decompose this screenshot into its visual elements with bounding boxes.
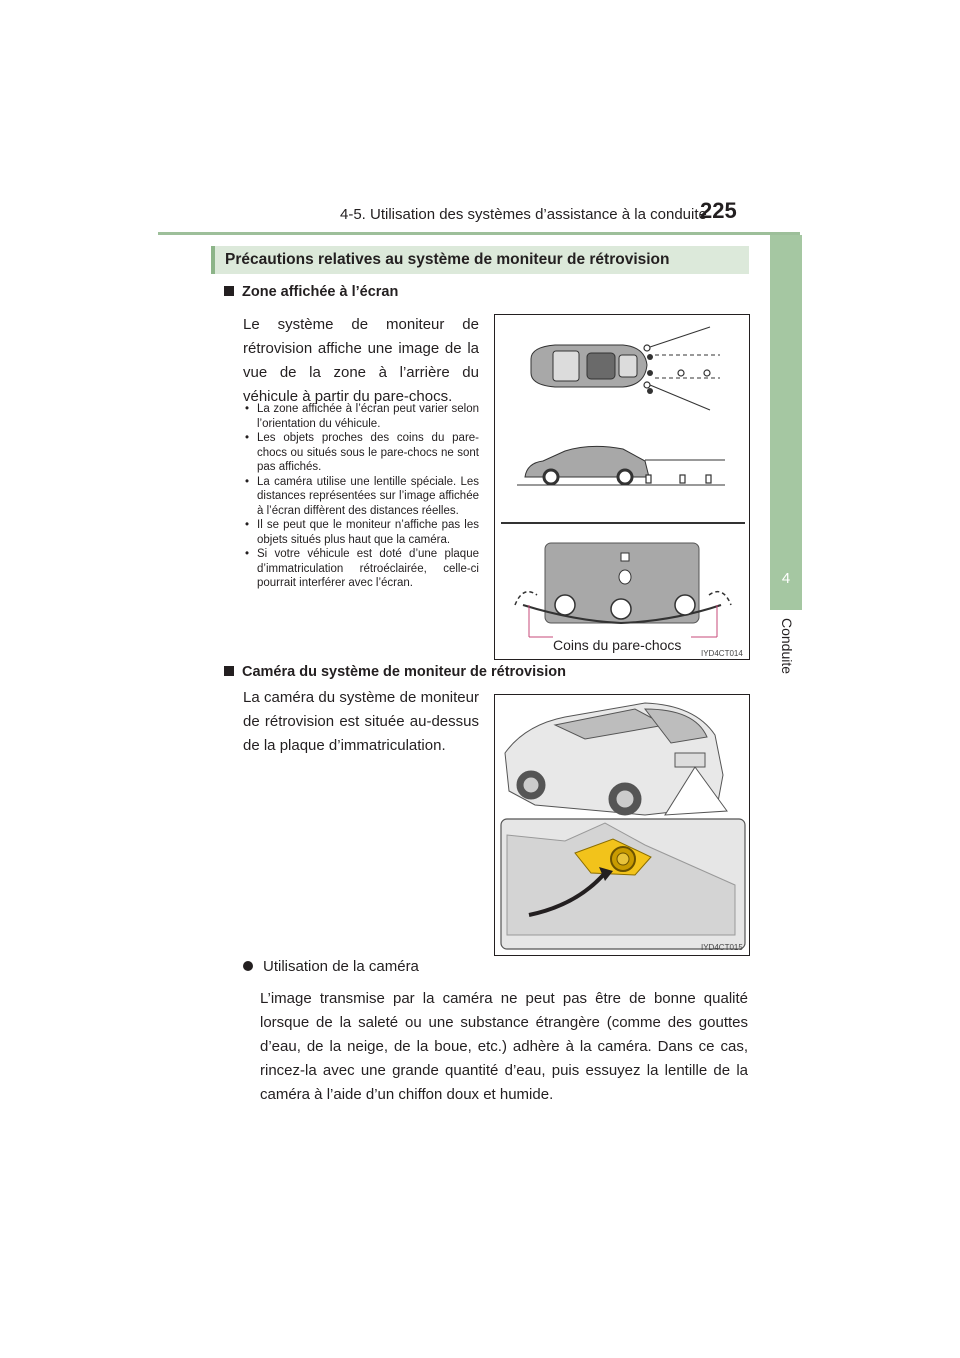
- camera-location-figure: [494, 694, 750, 956]
- camera-heading: [224, 664, 566, 680]
- square-bullet-icon: [224, 666, 234, 676]
- car-side-view: [525, 446, 649, 484]
- camera-heading-text: Caméra du système de moniteur de rétrovision: [242, 664, 566, 680]
- chapter-side-tab: [770, 235, 802, 610]
- page-number: 225: [700, 198, 737, 223]
- usage-heading-text: Utilisation de la caméra: [263, 958, 419, 975]
- bumper-corners-callout: Coins du pare-chocs: [553, 637, 682, 653]
- car-top-view: [531, 345, 647, 387]
- zone-heading: [224, 284, 398, 300]
- display-area-figure: [494, 314, 750, 660]
- section-title-bar: [211, 246, 749, 274]
- list-item: • Les objets proches des coins du pare-chocs ou situés sous le pare-chocs ne sont pas affichés.: [245, 431, 479, 475]
- list-item: • La caméra utilise une lentille spéciale. Les distances représentées sur l’image affichée à l’écran diffèrent des distances réelles.: [245, 475, 479, 519]
- square-bullet-icon: [224, 286, 234, 296]
- chapter-label-container: [777, 618, 797, 688]
- chapter-number: 4: [781, 570, 791, 587]
- section-title: Précautions relatives au système de moniteur de rétrovision: [225, 251, 670, 268]
- round-bullet-icon: [243, 961, 253, 971]
- rear-screen-view: [515, 543, 731, 637]
- chapter-label: Conduite: [779, 618, 795, 675]
- list-item: • La zone affichée à l’écran peut varier selon l’orientation du véhicule.: [245, 402, 479, 431]
- running-header: 4-5. Utilisation des systèmes d’assistance à la conduite: [340, 206, 707, 223]
- figure-code: IYD4CT015: [701, 943, 743, 952]
- usage-paragraph: L’image transmise par la caméra ne peut pas être de bonne qualité lorsque de la saleté ou une substance étrangère (comme des gouttes d’eau, de la neige, de la boue, etc.) adhère à la caméra. Dans ce cas, rincez-la avec une grande quantité d’eau, puis essuyez la lentille de la caméra à l’aide d’un chiffon doux et humide.: [260, 990, 748, 1103]
- usage-heading: [243, 958, 419, 975]
- zone-bullet-list: [245, 402, 479, 591]
- header-rule: [158, 232, 800, 235]
- zone-heading-text: Zone affichée à l’écran: [242, 284, 399, 300]
- figure-code: IYD4CT014: [701, 649, 743, 658]
- zone-paragraph: Le système de moniteur de rétrovision affiche une image de la vue de la zone à l’arrière du véhicule à partir du pare-chocs.: [243, 316, 479, 405]
- list-item: • Il se peut que le moniteur n’affiche pas les objets situés plus haut que la caméra.: [245, 518, 479, 547]
- camera-paragraph: La caméra du système de moniteur de rétrovision est située au-dessus de la plaque d’immatriculation.: [243, 689, 479, 754]
- camera-location-illustration: [495, 695, 750, 956]
- list-item: • Si votre véhicule est doté d’une plaque d’immatriculation rétroéclairée, celle-ci pourrait interférer avec l’écran.: [245, 547, 479, 591]
- display-area-illustration: [495, 315, 750, 660]
